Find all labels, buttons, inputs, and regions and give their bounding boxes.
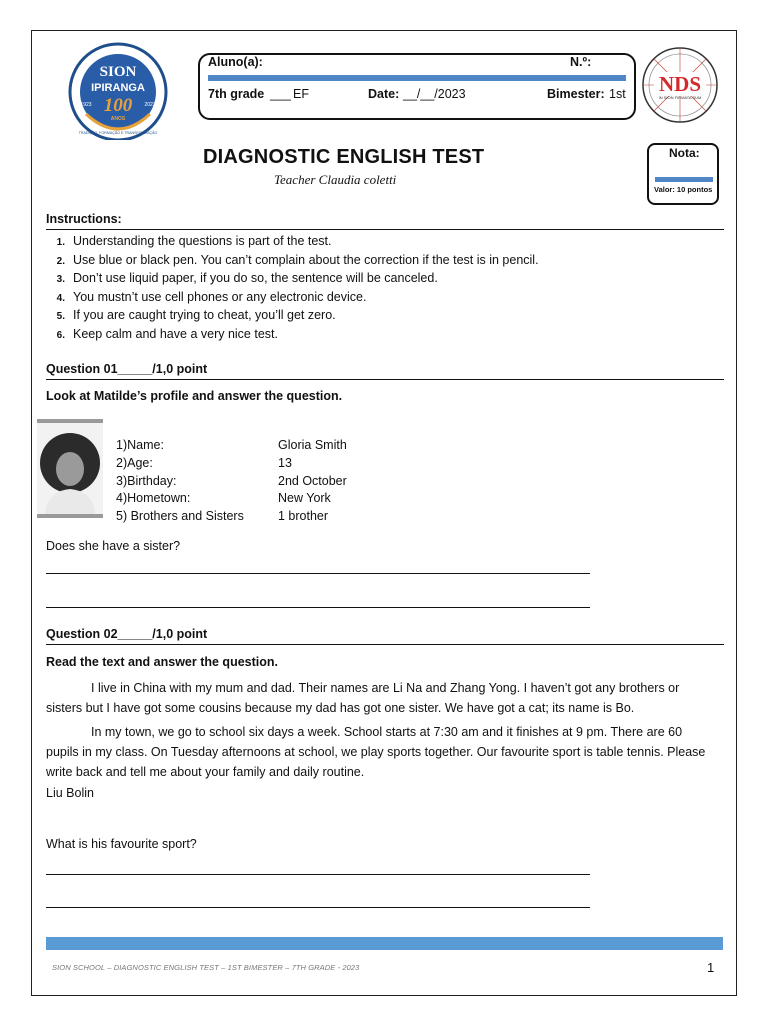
student-name-label: Aluno(a): bbox=[208, 55, 263, 69]
answer-line[interactable] bbox=[46, 607, 590, 608]
question-02-heading: Question 02_____/1,0 point bbox=[46, 627, 208, 641]
instructions-heading: Instructions: bbox=[46, 212, 122, 226]
logo-motto: TRADIÇÃO, FORMAÇÃO E TRANSFORMAÇÃO bbox=[78, 131, 158, 135]
question-01-text: Does she have a sister? bbox=[46, 539, 181, 553]
letter-signature: Liu Bolin bbox=[46, 786, 94, 800]
info-divider-bar bbox=[208, 75, 626, 81]
page-number: 1 bbox=[707, 960, 715, 975]
logo-name: IPIRANGA bbox=[91, 82, 145, 94]
question-02-prompt: Read the text and answer the question. bbox=[46, 655, 278, 669]
question-02-text: What is his favourite sport? bbox=[46, 837, 197, 851]
student-info-box bbox=[198, 53, 636, 120]
answer-line[interactable] bbox=[46, 573, 590, 574]
footer-bar bbox=[46, 937, 723, 950]
instruction-item: 6. Keep calm and have a very nice test. bbox=[56, 326, 278, 341]
nds-logo bbox=[640, 45, 720, 125]
date-value: __/__/2023 bbox=[403, 87, 466, 101]
logo-anniversary-sub: ANOS bbox=[110, 116, 126, 122]
instruction-item: 4. You mustn’t use cell phones or any electronic device. bbox=[56, 289, 367, 304]
teacher-name: Teacher Claudia coletti bbox=[274, 172, 397, 187]
logo-anniversary: 100 bbox=[103, 95, 133, 116]
question-01-rule bbox=[46, 379, 724, 380]
grade-box-value: Valor: 10 pontos bbox=[654, 185, 713, 194]
footer-text: SION SCHOOL – DIAGNOSTIC ENGLISH TEST – 1ST BIMESTER – 7TH GRADE - 2023 bbox=[52, 963, 360, 972]
grade-box bbox=[647, 143, 719, 205]
answer-line[interactable] bbox=[46, 907, 590, 908]
logo-year-left: 1923 bbox=[80, 102, 92, 108]
page-title: DIAGNOSTIC ENGLISH TEST bbox=[203, 146, 485, 168]
grade-box-bar bbox=[655, 177, 713, 182]
instruction-item: 3. Don’t use liquid paper, if you do so, the sentence will be canceled. bbox=[56, 271, 438, 285]
nds-logo-text: NDS bbox=[658, 72, 702, 96]
school-logo bbox=[58, 40, 178, 140]
grade-label: 7th grade bbox=[208, 87, 265, 101]
logo-year-right: 2023 bbox=[144, 102, 156, 108]
instruction-item: 5. If you are caught trying to cheat, you’ll get zero. bbox=[56, 308, 336, 322]
question-01-prompt: Look at Matilde’s profile and answer the question. bbox=[46, 389, 343, 403]
profile-photo bbox=[37, 419, 103, 518]
question-01-heading: Question 01_____/1,0 point bbox=[46, 362, 208, 376]
answer-line[interactable] bbox=[46, 874, 590, 875]
logo-brand: SION bbox=[99, 64, 137, 80]
instructions-rule bbox=[46, 229, 724, 230]
reading-paragraph-2: In my town, we go to school six days a week. School starts at 7:30 am and it finishes at 9 pm. There are 60 pupils in my class. On Tuesday afternoons at school, we play sports together. Our favourite sport is table tennis. Please write back and tell me about your family and daily routine. bbox=[46, 725, 706, 779]
bimester-label: Bimester: bbox=[547, 87, 605, 101]
date-label: Date: bbox=[368, 87, 400, 101]
grade-suffix: EF bbox=[293, 87, 309, 101]
instructions-list bbox=[46, 232, 716, 343]
bimester-value: 1st bbox=[609, 87, 626, 101]
student-number-label: N.º: bbox=[570, 55, 592, 69]
profile-photo-image bbox=[37, 423, 103, 514]
reading-paragraph-1: I live in China with my mum and dad. Their names are Li Na and Zhang Yong. I haven’t got any brothers or sisters but I have got some cousins because my dad has got one sister. We have got a cat; its name is Bo. bbox=[46, 681, 680, 715]
instruction-item: 2. Use blue or black pen. You can’t complain about the correction if the test is in pencil. bbox=[56, 252, 539, 267]
question-02-rule bbox=[46, 644, 724, 645]
nds-logo-ring-text: IN SION FIRMATA SUM bbox=[658, 95, 702, 100]
grade-blank: ___ bbox=[270, 87, 291, 101]
instruction-item: 1. Understanding the questions is part of the test. bbox=[56, 234, 332, 248]
grade-box-label: Nota: bbox=[669, 146, 700, 160]
